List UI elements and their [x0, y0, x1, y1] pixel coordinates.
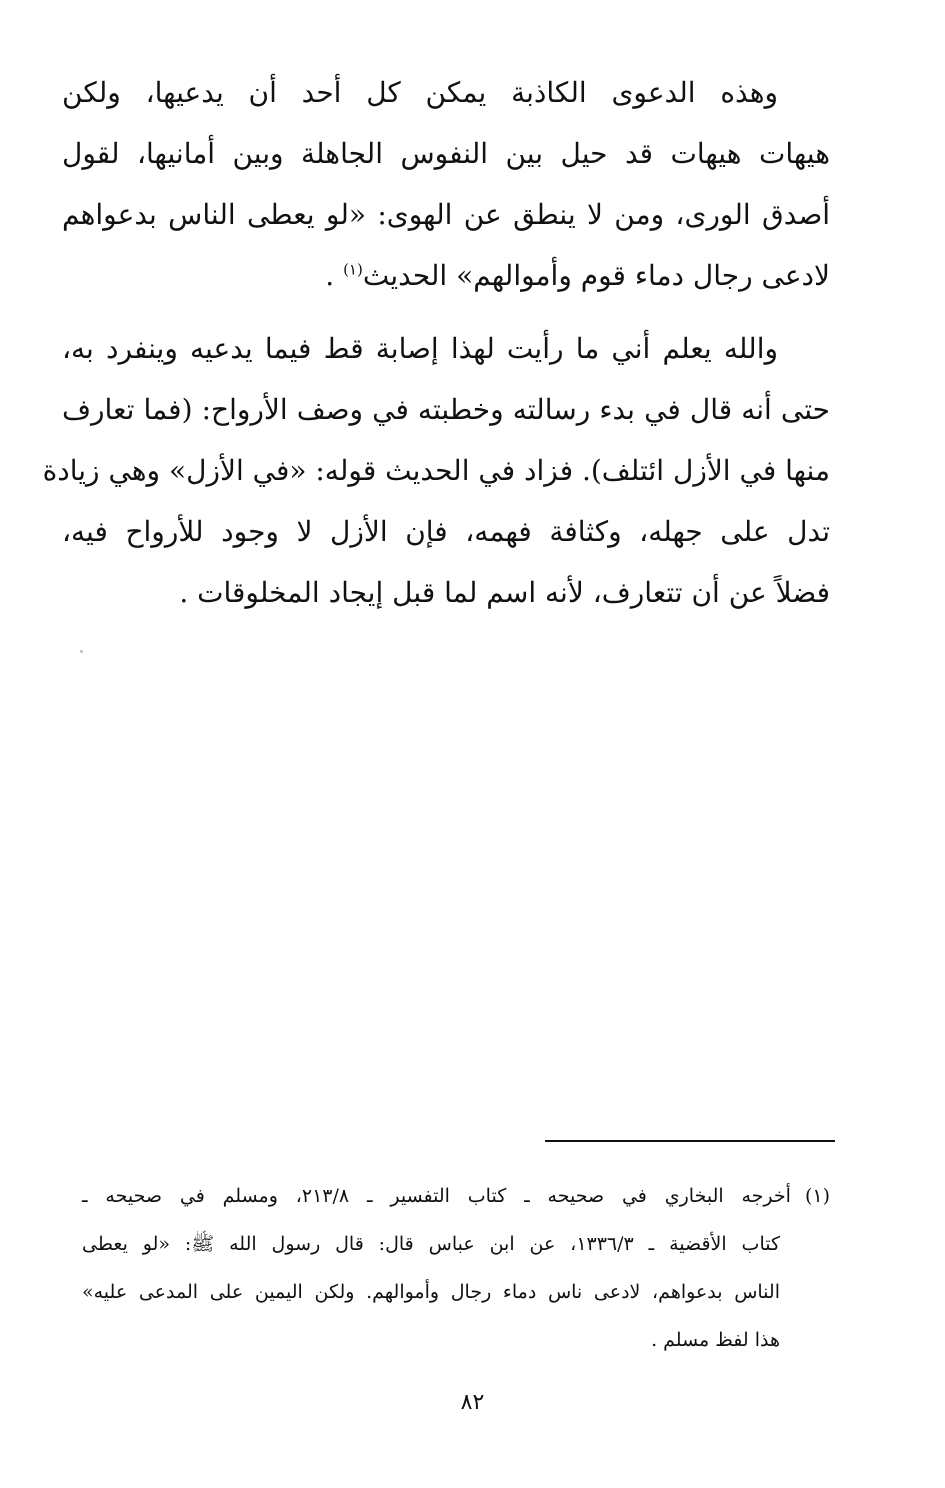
paragraph-1-line-3: أصدق الورى، ومن لا ينطق عن الهوى: «لو يعطى الناس بدعواهم	[62, 198, 830, 231]
footnote-1-line-3: الناس بدعواهم، لادعى ناس دماء رجال وأموالهم. ولكن اليمين على المدعى عليه»	[82, 1281, 780, 1303]
paragraph-1-line-1: وهذه الدعوى الكاذبة يمكن كل أحد أن يدعيها، ولكن	[62, 76, 778, 109]
paragraph-2-line-4: تدل على جهله، وكثافة فهمه، فإن الأزل لا وجود للأرواح فيه،	[62, 515, 830, 548]
paragraph-1-line-4-text: لادعى رجال دماء قوم وأموالهم» الحديث	[362, 259, 830, 292]
paragraph-1-line-4	[62, 245, 830, 306]
footnote-1-line-4: هذا لفظ مسلم .	[651, 1329, 780, 1351]
footnote-1-number: (١)	[804, 1185, 830, 1207]
footnote-1-line-1-text: أخرجه البخاري في صحيحه ـ كتاب التفسير ـ ٢١٣/٨، ومسلم في صحيحه ـ	[82, 1185, 791, 1207]
paragraph-gap	[62, 306, 830, 318]
main-text	[42, 62, 830, 623]
paragraph-1-end-mark: .	[325, 259, 344, 292]
footnotes	[82, 1172, 830, 1364]
paragraph-2-line-2: حتى أنه قال في بدء رسالته وخطبته في وصف الأرواح: (فما تعارف	[62, 393, 830, 426]
footnote-1-line-2: كتاب الأقضية ـ ١٣٣٦/٣، عن ابن عباس قال: قال رسول الله ﷺ: «لو يعطى	[82, 1233, 781, 1255]
paragraph-2-line-5: فضلاً عن أن تتعارف، لأنه اسم لما قبل إيجاد المخلوقات .	[179, 576, 830, 609]
footnote-separator	[545, 1140, 835, 1142]
scan-speck	[80, 650, 83, 653]
paragraph-2-line-1: والله يعلم أني ما رأيت لهذا إصابة قط فيما يدعيه وينفرد به،	[62, 332, 778, 365]
footnote-reference-1[interactable]: (١)	[343, 260, 363, 279]
paragraph-1-line-2: هيهات هيهات قد حيل بين النفوس الجاهلة وبين أمانيها، لقول	[62, 137, 830, 170]
page-number: ٨٢	[460, 1390, 485, 1415]
paragraph-2-line-3: منها في الأزل ائتلف). فزاد في الحديث قوله: «في الأزل» وهي زيادة	[42, 454, 830, 487]
footnote-1-line-1	[82, 1172, 830, 1220]
